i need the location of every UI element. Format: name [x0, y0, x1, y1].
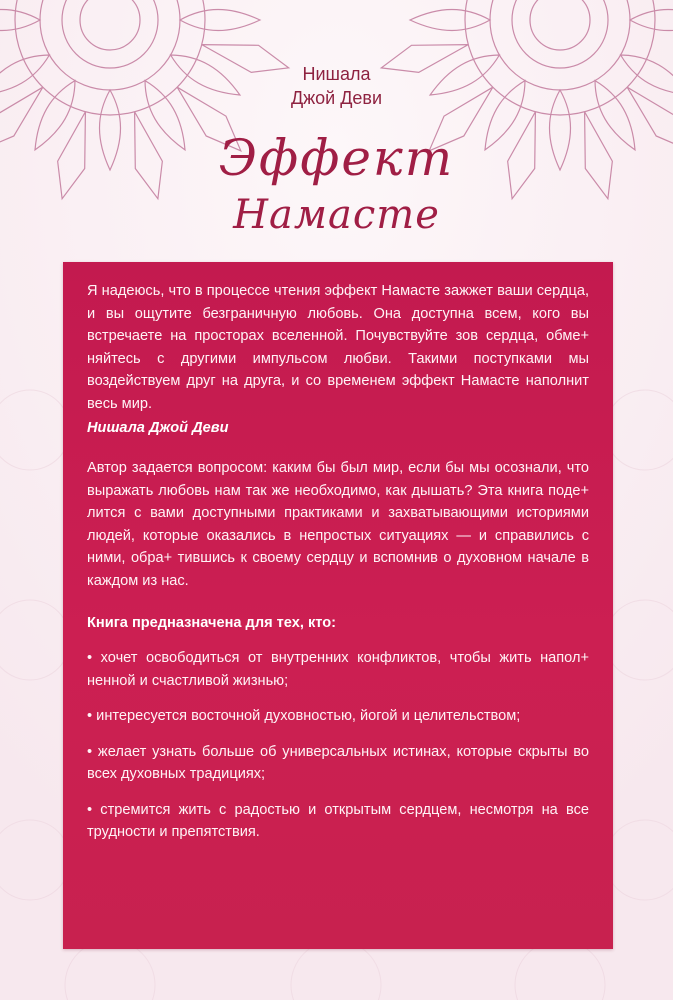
author-name-last: Джой Деви	[290, 88, 383, 108]
book-title-line1: Эффект	[218, 129, 455, 187]
quote-signature: Нишала Джой Деви	[87, 420, 229, 436]
author-quote: Я надеюсь, что в процессе чтения эффект Намасте зажжет ваши сердца, и вы ощутите безграничную любовь. Она доступна всем, кого вы встречаете на просторах вселенной. Почувствуйте зов сердца, обме+ няйтесь с другими импульсом любви. Такими поступками мы воздействуем друг на друга, и со временем эффект Намасте наполнит весь мир.	[87, 283, 589, 412]
audience-bullet: • стремится жить с радостью и открытым сердцем, несмотря на все трудности и препятствия.	[87, 801, 589, 840]
audience-bullet: • интересуется восточной духовностью, йогой и целительством;	[87, 708, 521, 724]
audience-bullet: • желает узнать больше об универсальных истинах, которые скрыты во всех духовных традициях;	[87, 743, 589, 782]
description-panel	[63, 262, 613, 949]
author-name-first: Нишала	[302, 64, 371, 84]
audience-bullet: • хочет освободиться от внутренних конфликтов, чтобы жить напол+ ненной и счастливой жизнью;	[87, 650, 589, 689]
book-title-line2: Намасте	[233, 192, 440, 238]
book-description: Автор задается вопросом: каким бы был мир, если бы мы осознали, что выражать любовь нам так же необходимо, как дышать? Эта книга поде+ лится с вами доступными практиками и захватывающими историями людей, которые оказались в непростых ситуациях — и справились с ними, обра+ тившись к своему сердцу и вспомнив о духовном начале в каждом из нас.	[87, 460, 589, 589]
audience-heading: Книга предназначена для тех, кто:	[87, 615, 336, 631]
